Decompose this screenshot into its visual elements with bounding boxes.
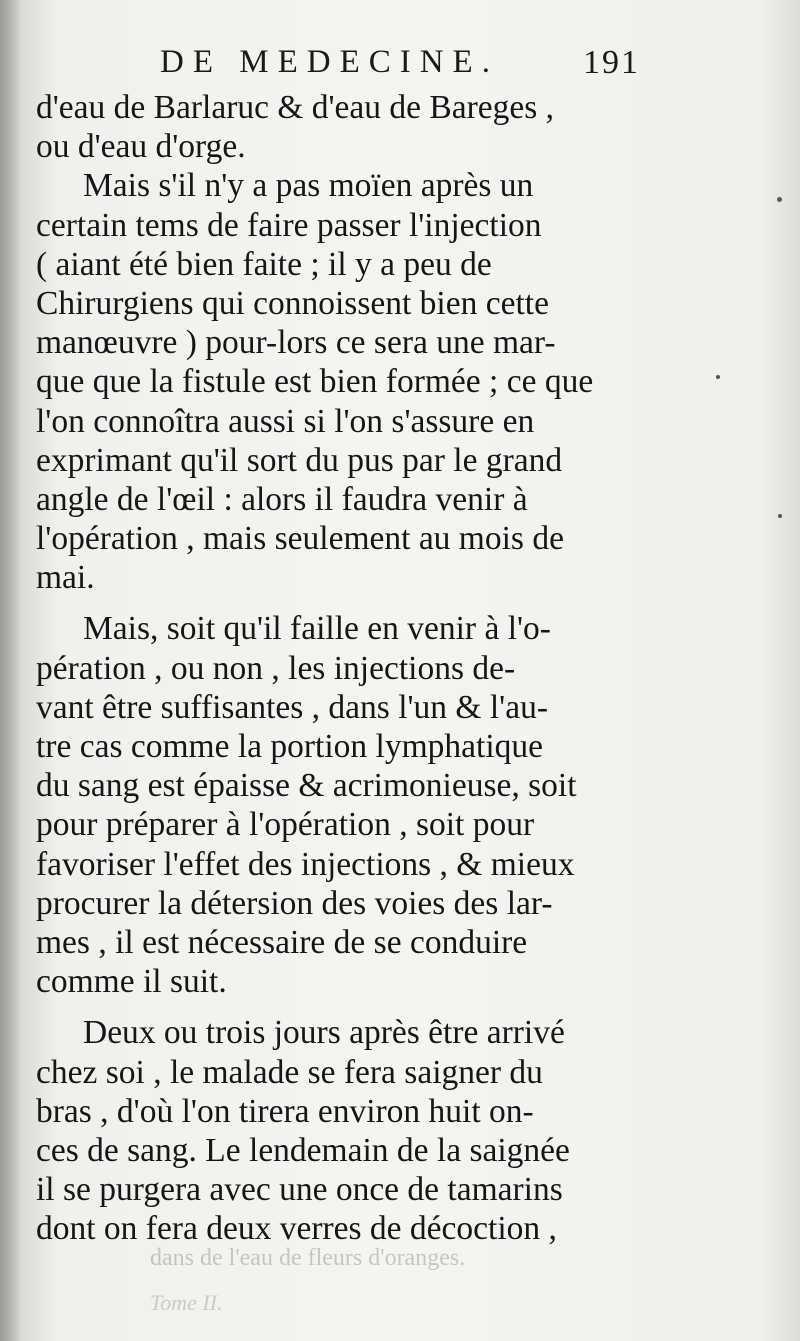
text-line: il se purgera avec une once de tamarins (36, 1171, 563, 1209)
gutter-shadow (0, 0, 22, 1341)
text-line: certain tems de faire passer l'injection (36, 206, 542, 244)
text-line: favoriser l'effet des injections , & mieux (36, 845, 575, 883)
text-line: que que la fistule est bien formée ; ce que (36, 363, 594, 401)
text-line: l'on connoîtra aussi si l'on s'assure en (36, 402, 535, 440)
text-line: Chirurgiens qui connoissent bien cette (36, 284, 549, 322)
paragraph-start-line: Mais, soit qu'il faille en venir à l'o- (83, 610, 551, 648)
page-number: 191 (583, 44, 640, 81)
text-line: angle de l'œil : alors il faudra venir à (36, 480, 528, 518)
show-through-text: dans de l'eau de fleurs d'oranges. (150, 1245, 466, 1271)
paper-speck (777, 197, 782, 202)
text-line: vant être suffisantes , dans l'un & l'au- (36, 688, 548, 726)
paragraph-start-line: Deux ou trois jours après être arrivé (83, 1014, 565, 1052)
page-header (160, 44, 640, 94)
text-line: tre cas comme la portion lymphatique (36, 728, 543, 765)
text-line: mai. (36, 559, 95, 597)
text-line: bras , d'où l'on tirera environ huit on- (36, 1092, 534, 1130)
text-line: ou d'eau d'orge. (36, 128, 246, 166)
body-text (36, 88, 648, 1248)
paragraph-start-line: Mais s'il n'y a pas moïen après un (83, 167, 534, 205)
text-line: chez soi , le malade se fera saigner du (36, 1053, 543, 1091)
text-line: exprimant qu'il sort du pus par le grand (36, 441, 563, 479)
text-line: manœuvre ) pour-lors ce sera une mar- (36, 324, 556, 362)
text-line: pération , ou non , les injections de- (36, 649, 516, 687)
text-line: ces de sang. Le lendemain de la saignée (36, 1131, 570, 1169)
text-line: d'eau de Barlaruc & d'eau de Bareges , (36, 89, 555, 126)
paragraph-gap (36, 1001, 648, 1013)
text-line: l'opération , mais seulement au mois de (36, 520, 564, 558)
paper-speck (716, 375, 720, 379)
text-line: mes , il est nécessaire de se conduire (36, 923, 528, 961)
paper-speck (778, 514, 782, 518)
text-line: du sang est épaisse & acrimonieuse, soit (36, 767, 577, 805)
text-line: pour préparer à l'opération , soit pour (36, 806, 535, 844)
text-line: comme il suit. (36, 963, 227, 1001)
text-line: ( aiant été bien faite ; il y a peu de (36, 245, 492, 283)
text-line: dont on fera deux verres de décoction , (36, 1210, 557, 1248)
text-line: procurer la détersion des voies des lar- (36, 884, 553, 922)
paragraph-gap (36, 597, 648, 609)
show-through-footer: Tome II. (150, 1290, 223, 1315)
running-head: DE MEDECINE. (160, 44, 499, 80)
